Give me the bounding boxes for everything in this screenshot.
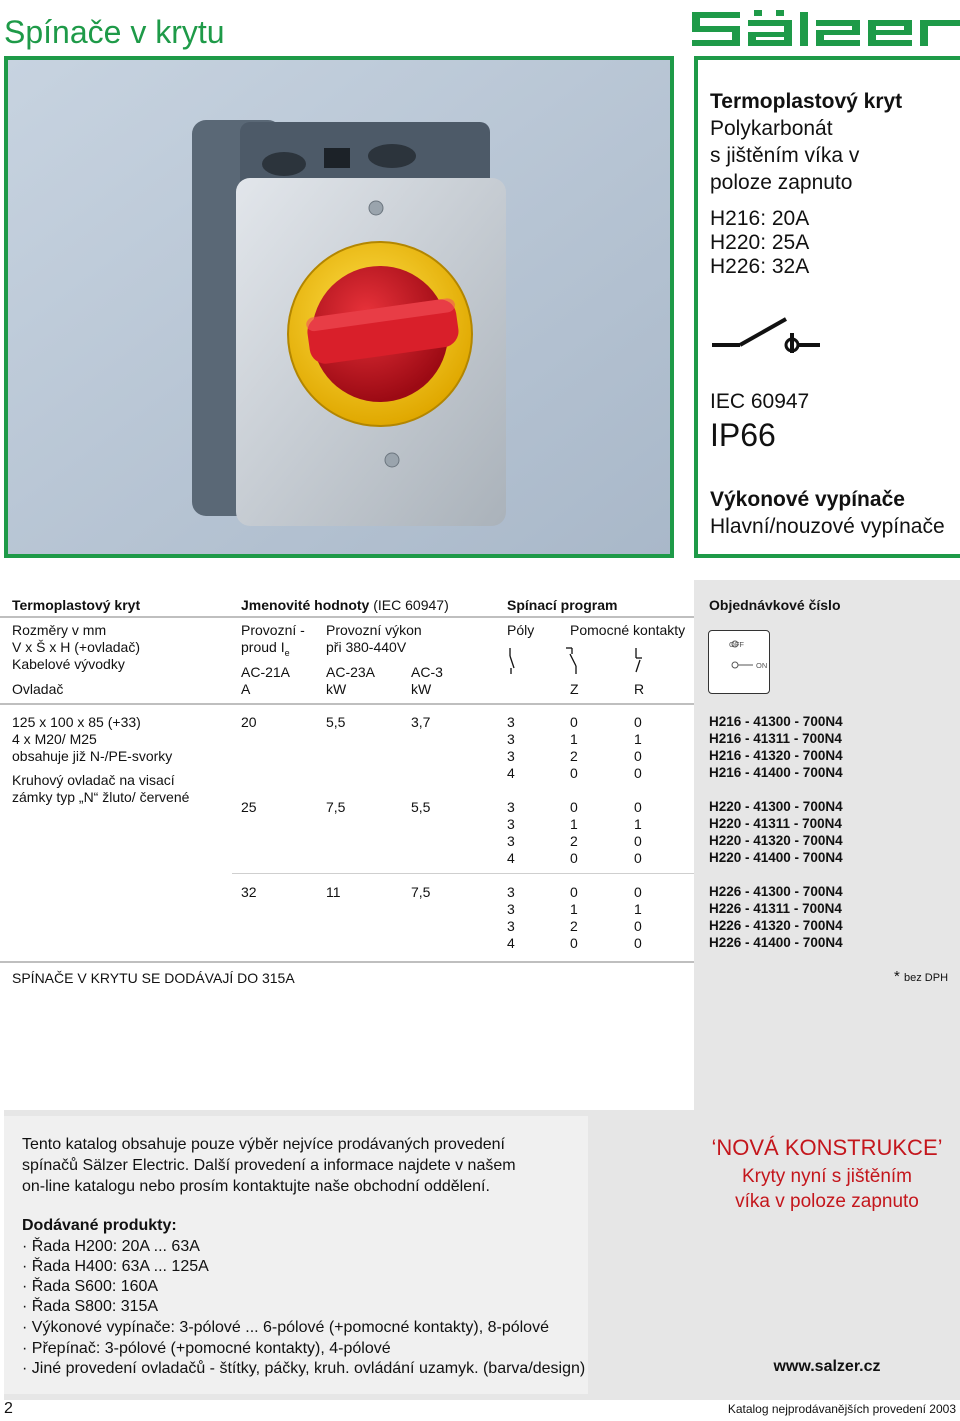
th-housing: Termoplastový kryt (12, 597, 141, 613)
list-item (22, 1318, 549, 1339)
th-ratings (241, 597, 449, 613)
ac21-label: AC-21A (241, 664, 291, 680)
para-line-3: on-line katalogu nebo prosím kontaktujte naše obchodní oddělení. (22, 1178, 490, 1195)
product-photo-frame (4, 56, 674, 558)
brand-logo (692, 10, 960, 48)
contact-symbols-icon (504, 646, 654, 676)
protection-rating: IP66 (710, 417, 776, 453)
row-r: 0 (634, 799, 642, 815)
row-z: 0 (570, 935, 578, 951)
current-label-1: Provozní - (241, 622, 305, 638)
housing-title: Termoplastový kryt (710, 90, 903, 113)
desc-dims: 125 x 100 x 85 (+33) (12, 714, 141, 730)
unit-kw-1: kW (326, 681, 347, 697)
group-ac3: 5,5 (411, 799, 431, 815)
row-z: 0 (570, 714, 578, 730)
list-bullet: · (22, 1319, 28, 1336)
group-ac23: 7,5 (326, 799, 346, 815)
rating-h220: H220: 25A (710, 231, 810, 254)
row-r: 0 (634, 765, 642, 781)
cable-label: Kabelové vývodky (12, 656, 125, 672)
standard: IEC 60947 (710, 390, 810, 413)
row-r: 0 (634, 935, 642, 951)
row-z: 1 (570, 731, 578, 747)
subheader-divider (0, 703, 694, 705)
para-line-2: spínačů Sälzer Electric. Další provedení a informace najdete v našem (22, 1157, 516, 1174)
th-program: Spínací program (507, 597, 618, 613)
desc-actuator-2: zámky typ „N“ žluto/ červené (12, 789, 190, 805)
header-divider (0, 616, 694, 618)
z-label: Z (570, 681, 579, 697)
group-ac3: 7,5 (411, 884, 431, 900)
group-current: 25 (241, 799, 257, 815)
list-item (22, 1359, 585, 1380)
desc-terminals: obsahuje již N-/PE-svorky (12, 748, 173, 764)
rating-h216: H216: 20A (710, 207, 810, 230)
group-current: 20 (241, 714, 257, 730)
row-r: 1 (634, 731, 642, 747)
list-item (22, 1339, 391, 1360)
row-z: 1 (570, 901, 578, 917)
row-poles: 3 (507, 714, 515, 730)
unit-kw-2: kW (411, 681, 432, 697)
group-current: 32 (241, 884, 257, 900)
lock-line-2: poloze zapnuto (710, 171, 853, 194)
desc-cable: 4 x M20/ M25 (12, 731, 97, 747)
ac3-label: AC-3 (411, 664, 443, 680)
row-r: 0 (634, 748, 642, 764)
list-item-text: Přepínač: 3-pólové (+pomocné kontakty), 4-pólové (31, 1340, 391, 1357)
order-number: H226 - 41320 - 700N4 (709, 918, 843, 933)
row-poles: 3 (507, 748, 515, 764)
page-number: 2 (4, 1400, 13, 1417)
dial-icon (709, 631, 769, 691)
row-z: 2 (570, 918, 578, 934)
group-ac23: 11 (326, 884, 341, 900)
list-bullet: · (22, 1298, 28, 1315)
poles-label: Póly (507, 622, 535, 638)
th-ratings-bold: Jmenovité hodnoty (241, 597, 370, 613)
order-number: H226 - 41400 - 700N4 (709, 935, 843, 950)
row-z: 2 (570, 833, 578, 849)
para-line-1: Tento katalog obsahuje pouze výběr nejvíce prodávaných provedení (22, 1136, 505, 1153)
list-bullet: · (22, 1278, 28, 1295)
row-z: 2 (570, 748, 578, 764)
order-number: H220 - 41311 - 700N4 (709, 816, 842, 831)
row-poles: 4 (507, 765, 515, 781)
r-label: R (634, 681, 645, 697)
ac23-label: AC-23A (326, 664, 376, 680)
row-poles: 4 (507, 935, 515, 951)
list-item-text: Výkonové vypínače: 3-pólové ... 6-pólové (+pomocné kontakty), 8-pólové (31, 1319, 549, 1336)
list-bullet: · (22, 1258, 28, 1275)
unit-a: A (241, 681, 251, 697)
list-bullet: · (22, 1340, 28, 1357)
list-item-text: Řada H200: 20A ... 63A (31, 1238, 200, 1255)
order-number: H226 - 41311 - 700N4 (709, 901, 842, 916)
list-item-text: Jiné provedení ovladačů - štítky, páčky, kruh. ovládání uzamyk. (barva/design) (31, 1360, 586, 1377)
list-item (22, 1257, 209, 1278)
list-item (22, 1237, 200, 1258)
current-label-2 (241, 639, 290, 658)
row-r: 0 (634, 918, 642, 934)
list-bullet: · (22, 1238, 28, 1255)
row-poles: 4 (507, 850, 515, 866)
row-r: 1 (634, 901, 642, 917)
row-z: 0 (570, 884, 578, 900)
list-item (22, 1277, 158, 1298)
row-poles: 3 (507, 833, 515, 849)
list-bullet: · (22, 1360, 28, 1377)
order-number: H216 - 41300 - 700N4 (709, 714, 843, 729)
group-ac23: 5,5 (326, 714, 346, 730)
page-title: Spínače v krytu (4, 14, 225, 50)
website-link[interactable]: www.salzer.cz (773, 1358, 881, 1375)
order-number: H220 - 41300 - 700N4 (709, 799, 843, 814)
new-construction-line-2: víka v poloze zapnuto (735, 1191, 919, 1212)
products-title: Dodávané produkty: (22, 1217, 177, 1234)
footer-note: SPÍNAČE V KRYTU SE DODÁVAJÍ DO 315A (12, 970, 295, 986)
row-poles: 3 (507, 884, 515, 900)
row-r: 1 (634, 816, 642, 832)
row-poles: 3 (507, 799, 515, 815)
list-item (22, 1297, 158, 1318)
order-number: H220 - 41320 - 700N4 (709, 833, 843, 848)
order-number: H216 - 41320 - 700N4 (709, 748, 843, 763)
category: Hlavní/nouzové vypínače (710, 515, 945, 538)
row-z: 1 (570, 816, 578, 832)
order-number: H216 - 41311 - 700N4 (709, 731, 842, 746)
product-photo (8, 60, 670, 554)
vat-note: bez DPH (904, 972, 949, 984)
category-bold: Výkonové vypínače (710, 488, 905, 511)
group-divider (232, 873, 694, 874)
on-label: ON (756, 661, 768, 670)
row-r: 0 (634, 850, 642, 866)
row-z: 0 (570, 765, 578, 781)
row-poles: 3 (507, 731, 515, 747)
vat-star: * (894, 968, 900, 985)
current-subscript: e (284, 647, 290, 658)
row-z: 0 (570, 850, 578, 866)
actuator-label: Ovladač (12, 681, 64, 697)
dims-formula: V x Š x H (+ovladač) (12, 639, 140, 655)
aux-contacts-label: Pomocné kontakty (570, 622, 686, 638)
switch-symbol-icon (712, 315, 822, 355)
list-item-text: Řada H400: 63A ... 125A (31, 1258, 209, 1275)
power-label-1: Provozní výkon (326, 622, 422, 638)
row-z: 0 (570, 799, 578, 815)
row-r: 0 (634, 884, 642, 900)
row-poles: 3 (507, 901, 515, 917)
new-construction-line-1: Kryty nyní s jištěním (742, 1166, 912, 1187)
table-bottom-divider (0, 961, 694, 963)
material: Polykarbonát (710, 117, 833, 140)
row-r: 0 (634, 714, 642, 730)
dims-label: Rozměry v mm (12, 622, 107, 638)
new-construction-title: ‘NOVÁ KONSTRUKCE’ (711, 1135, 943, 1160)
row-poles: 3 (507, 816, 515, 832)
row-r: 0 (634, 833, 642, 849)
th-ratings-std: (IEC 60947) (373, 597, 449, 613)
catalog-footer: Katalog nejprodávanějších provedení 2003 (727, 1402, 956, 1416)
row-poles: 3 (507, 918, 515, 934)
on-off-symbol-box (708, 630, 770, 694)
order-number: H216 - 41400 - 700N4 (709, 765, 843, 780)
order-number: H220 - 41400 - 700N4 (709, 850, 843, 865)
th-order: Objednávkové číslo (709, 597, 841, 613)
product-info-box (694, 56, 960, 558)
list-item-text: Řada S600: 160A (31, 1278, 159, 1295)
lock-line-1: s jištěním víka v (710, 144, 860, 167)
desc-actuator-1: Kruhový ovladač na visací (12, 772, 175, 788)
group-ac3: 3,7 (411, 714, 431, 730)
off-label: OFF (729, 640, 744, 649)
list-item-text: Řada S800: 315A (31, 1298, 159, 1315)
current-label-2-text: proud I (241, 639, 285, 655)
power-label-2: při 380-440V (326, 639, 407, 655)
order-number: H226 - 41300 - 700N4 (709, 884, 843, 899)
rating-h226: H226: 32A (710, 255, 810, 278)
